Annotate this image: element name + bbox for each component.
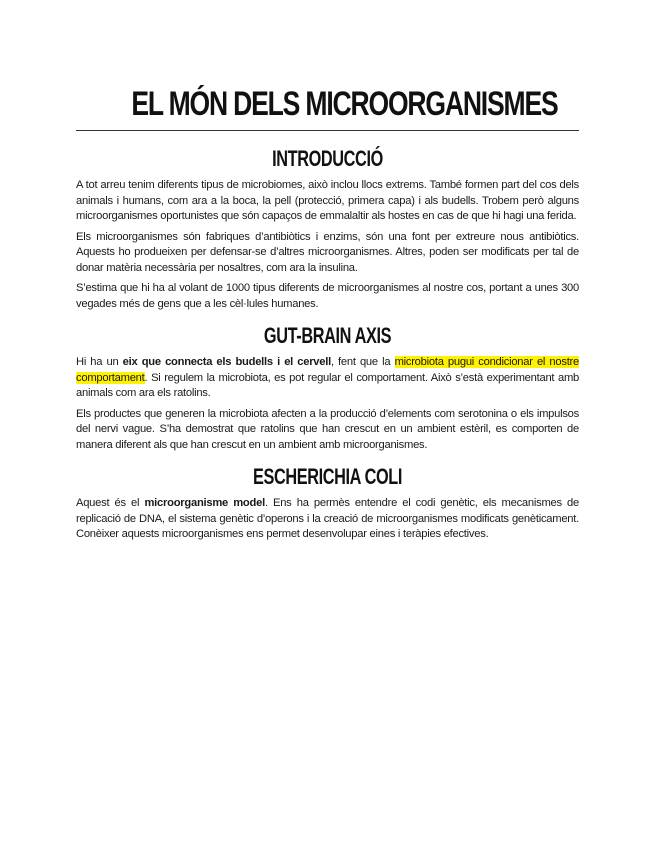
section-heading-introduccio: INTRODUCCIÓ bbox=[272, 146, 383, 171]
title-divider bbox=[76, 130, 579, 131]
intro-paragraph: A tot arreu tenim diferents tipus de microbiomes, això inclou llocs extrems. També formen part del cos dels animals i humans, com ara a la boca, la pell (protecció, primera capa) i als budells. Trobem però alguns microorganismes oportunistes que són capaços de emmalaltir als hostes en cas de que hi hagi una ferida. bbox=[76, 179, 579, 222]
paragraph-text: . Si regulem la microbiota, es pot regular el comportament. Això s’està experimentant amb animals com ara els ratolins. bbox=[76, 371, 579, 399]
document-title: EL MÓN DELS MICROORGANISMES bbox=[131, 85, 558, 123]
bold-phrase: eix que connecta els budells i el cervell bbox=[122, 356, 331, 368]
gut-brain-paragraph: Els productes que generen la microbiota afecten a la producció d’elements com serotonina o els impulsos del nervi vague. S’ha demostrat que ratolins que han crescut en un ambient estèril, es comporten de manera diferent als que han crescut en un ambient amb microorganismes. bbox=[76, 407, 579, 451]
paragraph-text: . Ens ha permès entendre el codi genètic, els mecanismes de replicació de DNA, el sistema genètic d’operons i la creació de microorganismes modificats genèticament. Conèixer aquests microorganismes ens permet desenvolupar eines i teràpies efectives. bbox=[76, 497, 579, 540]
highlighted-phrase: microbiota pugui condicionar el nostre comportament bbox=[76, 356, 579, 384]
ecoli-paragraph bbox=[76, 496, 579, 543]
paragraph-text: Aquest és el bbox=[76, 497, 145, 509]
intro-paragraph: S’estima que hi ha al volant de 1000 tipus diferents de microorganismes al nostre cos, portant a unes 300 vegades més de gens que a les cèl·lules humanes. bbox=[76, 282, 579, 310]
gut-brain-paragraph bbox=[76, 355, 579, 402]
section-heading-gut-brain-axis: GUT-BRAIN AXIS bbox=[263, 323, 392, 348]
section-heading-escherichia-coli: ESCHERICHIA COLI bbox=[252, 464, 403, 489]
paragraph-text: Hi ha un bbox=[76, 356, 123, 368]
paragraph-text: , fent que la bbox=[330, 356, 395, 368]
intro-paragraph: Els microorganismes són fabriques d’antibiòtics i enzims, són una font per extreure nous antibiòtics. Aquests ho produeixen per defensar-se d’altres microorganismes. Altres, poden ser modificats per tal de donar matèria necessària per nosaltres, com ara la insulina. bbox=[76, 230, 579, 274]
document-page bbox=[76, 0, 579, 548]
bold-phrase: microorganisme model bbox=[144, 497, 265, 509]
